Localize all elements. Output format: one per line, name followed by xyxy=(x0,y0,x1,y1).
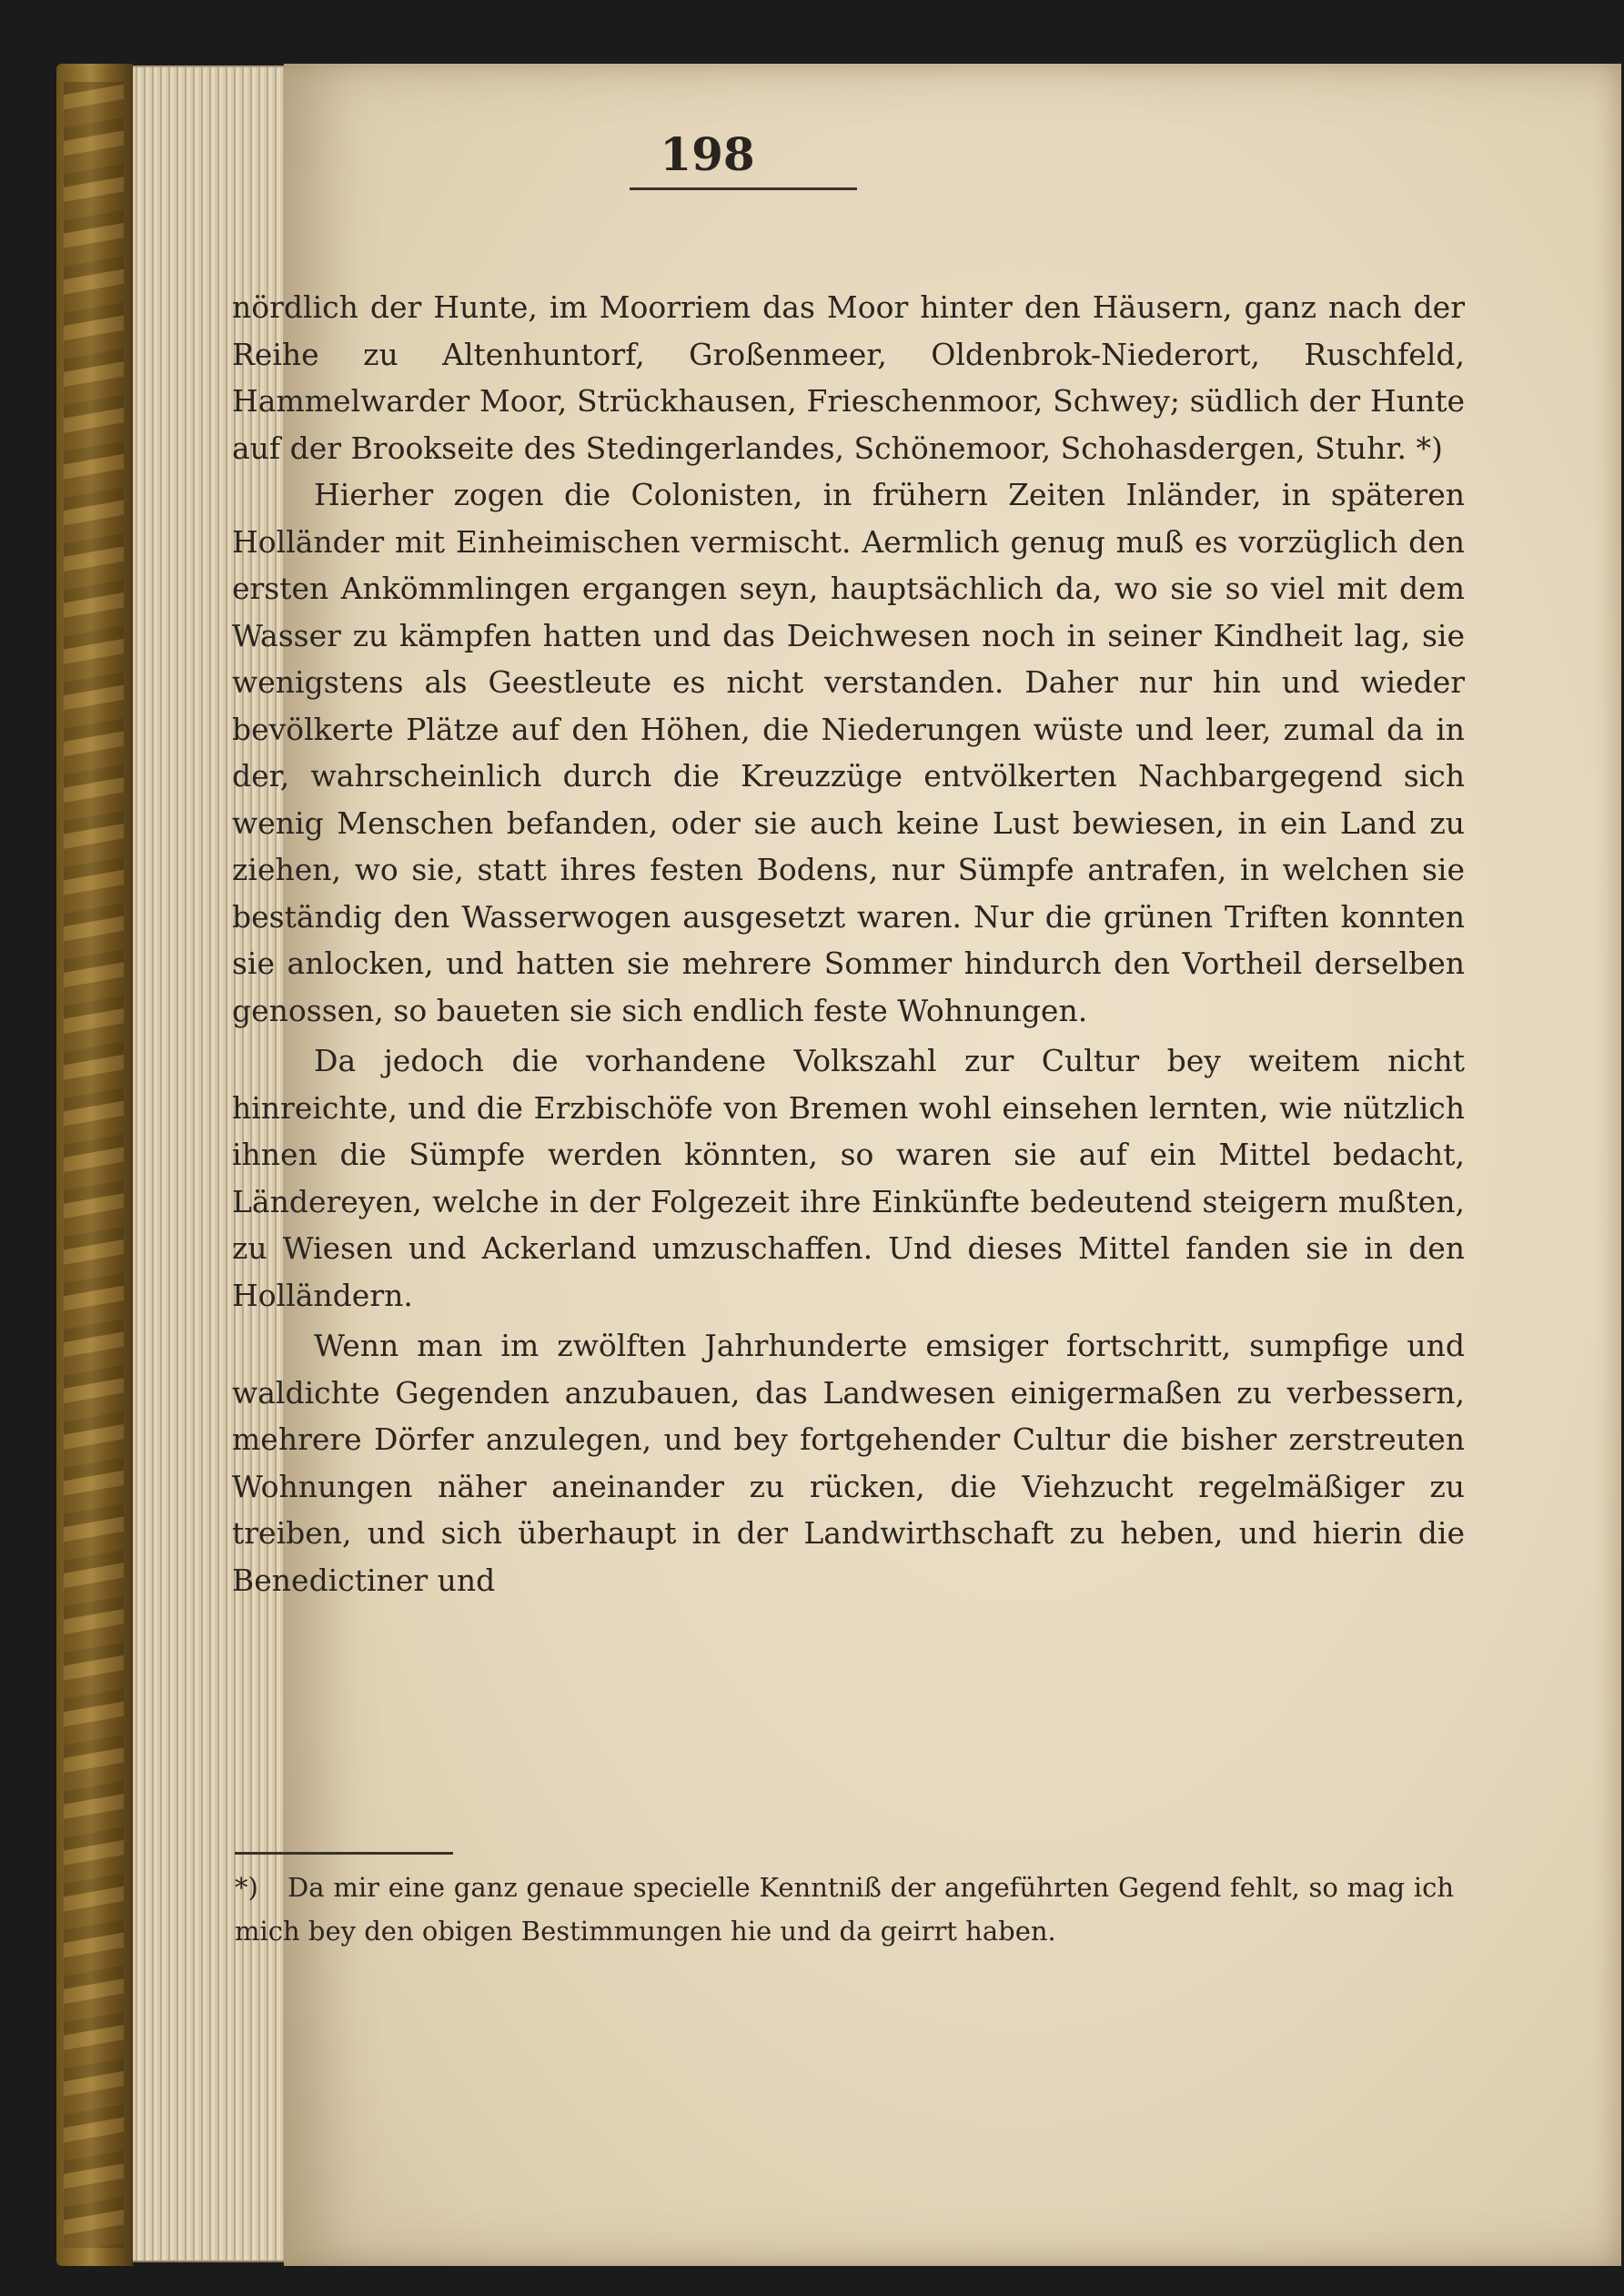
body-text xyxy=(232,284,1465,1603)
page-number: 198 xyxy=(660,127,755,181)
paragraph: Hierher zogen die Colonisten, in frühern Zeiten Inländer, in späteren Holländer mit Einheimischen vermischt. Aermlich genug muß es vorzüglich den ersten Ankömmlingen ergangen seyn, hauptsächlich da, wo sie so viel mit dem Wasser zu kämpfen hatten und das Deichwesen noch in seiner Kindheit lag, sie wenigstens als Geestleute es nicht verstanden. Daher nur hin und wieder bevölkerte Plätze auf den Höhen, die Niederungen wüste und leer, zumal da in der, wahrscheinlich durch die Kreuzzüge entvölkerten Nachbargegend sich wenig Menschen befanden, oder sie auch keine Lust bewiesen, in ein Land zu ziehen, wo sie, statt ihres festen Bodens, nur Sümpfe antrafen, in welchen sie beständig den Wasserwogen ausgesetzt waren. Nur die grünen Triften konnten sie anlocken, und hatten sie mehrere Sommer hindurch den Vortheil derselben genossen, so baueten sie sich endlich feste Wohnungen. xyxy=(232,477,1465,1028)
paragraph: Da jedoch die vorhandene Volkszahl zur Cultur bey weitem nicht hinreichte, und die Erzbischöfe von Bremen wohl einsehen lernten, wie nützlich ihnen die Sümpfe werden könnten, so waren sie auf ein Mittel bedacht, Ländereyen, welche in der Folgezeit ihre Einkünfte bedeutend steigern mußten, zu Wiesen und Ackerland umzuschaffen. Und dieses Mittel fanden sie in den Holländern. xyxy=(232,1043,1465,1313)
paragraph: nördlich der Hunte, im Moorriem das Moor hinter den Häusern, ganz nach der Reihe zu Altenhuntorf, Großenmeer, Oldenbrok-Niederort, Ruschfeld, Hammelwarder Moor, Strückhausen, Frieschenmoor, Schwey; südlich der Hunte auf der Brookseite des Stedingerlandes, Schönemoor, Schohasdergen, Stuhr. *) xyxy=(232,289,1465,466)
header-rule xyxy=(630,187,857,190)
footnote-text: Da mir eine ganz genaue specielle Kenntniß der angeführten Gegend fehlt, so mag ich mich bey den obigen Bestimmungen hie und da geirrt haben. xyxy=(235,1872,1454,1947)
footnote-mark: *) xyxy=(235,1872,258,1903)
footnote xyxy=(235,1866,1454,1953)
paragraph: Wenn man im zwölften Jahrhunderte emsiger fortschritt, sumpfige und waldichte Gegenden anzubauen, das Landwesen einigermaßen zu verbessern, mehrere Dörfer anzulegen, und bey fortgehender Cultur die bisher zerstreuten Wohnungen näher aneinander zu rücken, die Viehzucht regelmäßiger zu treiben, und sich überhaupt in der Landwirthschaft zu heben, und hierin die Benedictiner und xyxy=(232,1328,1465,1598)
book-cover-edge xyxy=(56,64,133,2266)
footnote-rule xyxy=(235,1852,453,1855)
